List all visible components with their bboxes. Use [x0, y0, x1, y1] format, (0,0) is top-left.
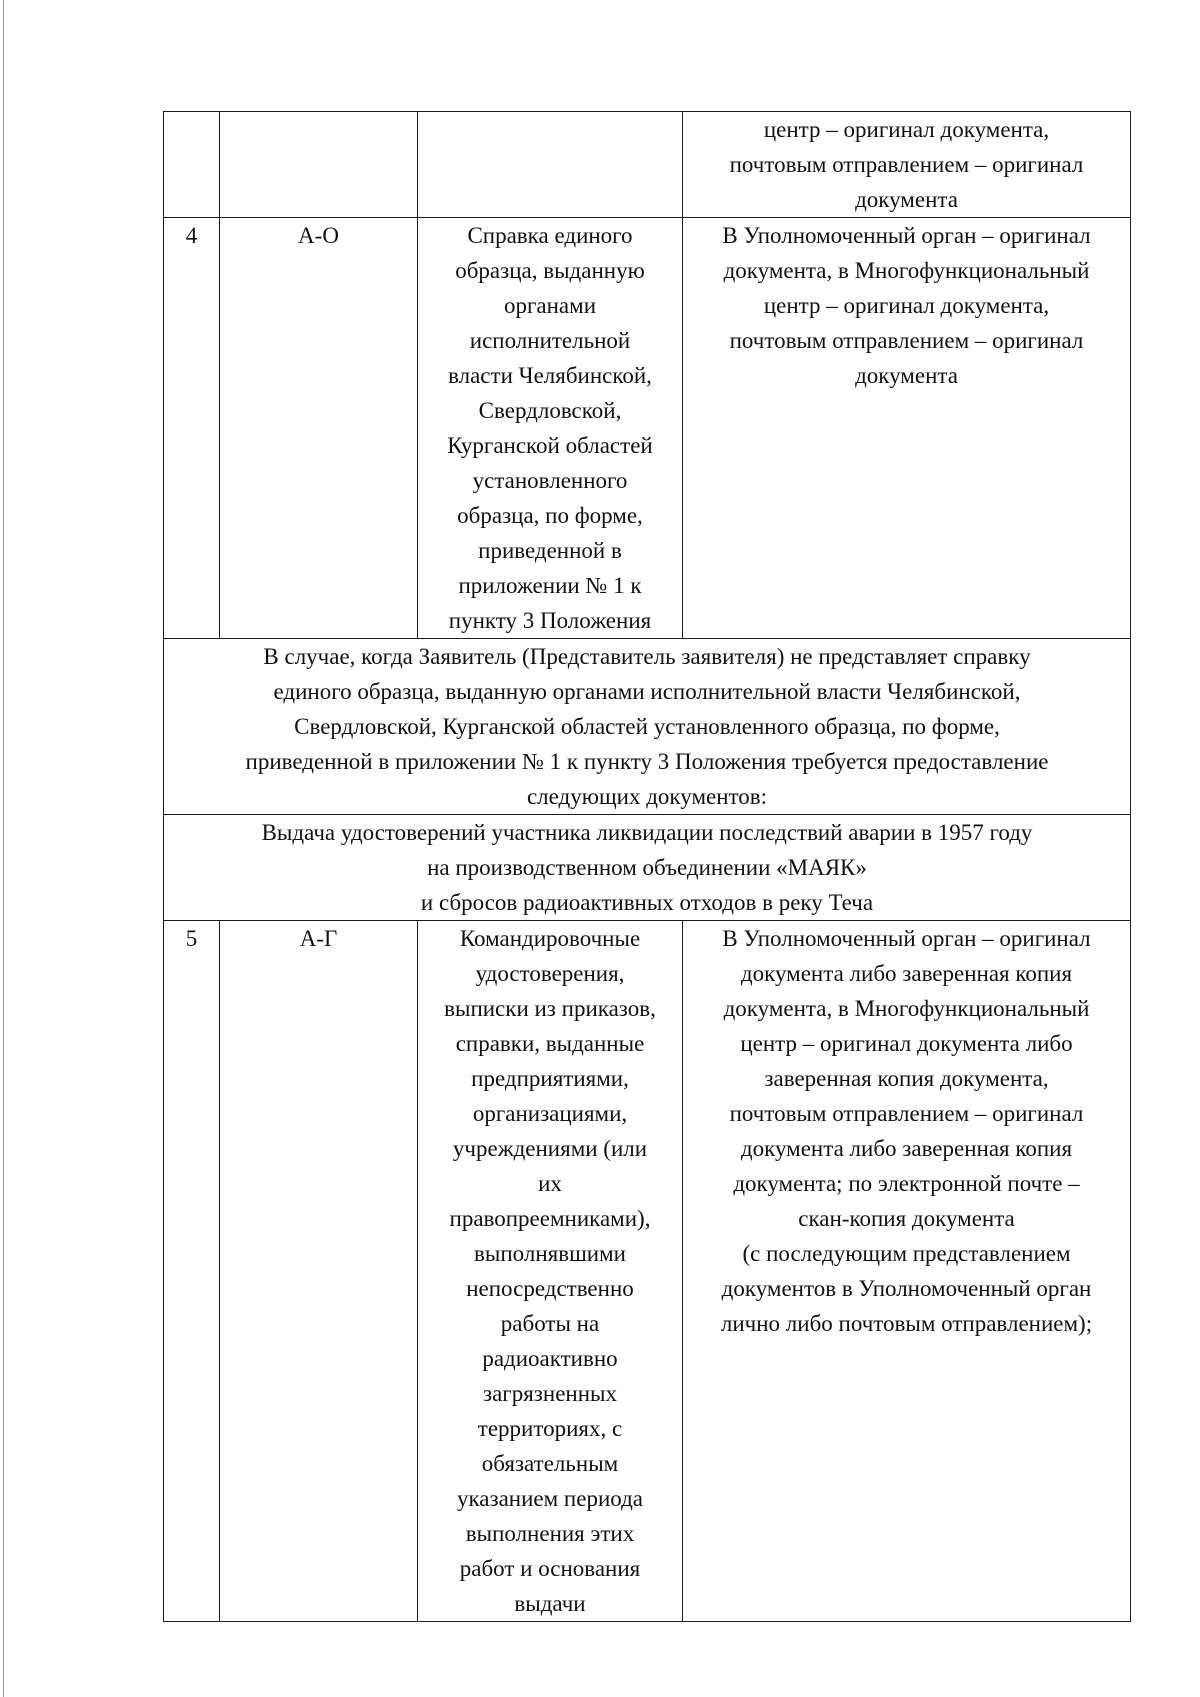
row-submission-cell: В Уполномоченный орган – оригинал документа, в Многофункциональный центр – оригинал документа, почтовым отправлением – оригинал документа — [683, 218, 1131, 639]
table-note-row — [164, 639, 1131, 815]
row-document-cell: Справка единого образца, выданную органами исполнительной власти Челябинской, Свердловской, Курганской областей установленного образца, по форме, приведенной в приложении № 1 к пункту 3 Положения — [418, 218, 683, 639]
row-submission-cell: В Уполномоченный орган – оригинал документа либо заверенная копия документа, в Многофункциональный центр – оригинал документа либо заверенная копия документа, почтовым отправлением – оригинал документа либо заверенная копия документа; по электронной почте – скан-копия документа (с последующим представлением документов в Уполномоченный орган лично либо почтовым отправлением); — [683, 921, 1131, 1622]
row-number-cell: 5 — [164, 921, 220, 1622]
table-row-4 — [164, 218, 1131, 639]
table-row-continuation — [164, 112, 1131, 218]
page-edge-line — [3, 0, 4, 1697]
row-document-cell — [418, 112, 683, 218]
row-document-cell: Командировочные удостоверения, выписки из приказов, справки, выданные предприятиями, организациями, учреждениями (или их правопреемниками), выполнявшими непосредственно работы на радиоактивно загрязненных территориях, с обязательным указанием периода выполнения этих работ и основания выдачи — [418, 921, 683, 1622]
documents-table — [163, 111, 1131, 1622]
table-row-5 — [164, 921, 1131, 1622]
note-cell: В случае, когда Заявитель (Представитель заявителя) не представляет справку единого образца, выданную органами исполнительной власти Челябинской, Свердловской, Курганской областей установленного образца, по форме, приведенной в приложении № 1 к пункту 3 Положения требуется предоставление следующих документов: — [164, 639, 1131, 815]
section-heading-cell: Выдача удостоверений участника ликвидации последствий аварии в 1957 году на производственном объединении «МАЯК» и сбросов радиоактивных отходов в реку Теча — [164, 815, 1131, 921]
row-code-cell: А-Г — [220, 921, 418, 1622]
row-code-cell: А-О — [220, 218, 418, 639]
row-number-cell: 4 — [164, 218, 220, 639]
table-section-row — [164, 815, 1131, 921]
row-code-cell — [220, 112, 418, 218]
row-submission-cell: центр – оригинал документа, почтовым отправлением – оригинал документа — [683, 112, 1131, 218]
row-number-cell — [164, 112, 220, 218]
